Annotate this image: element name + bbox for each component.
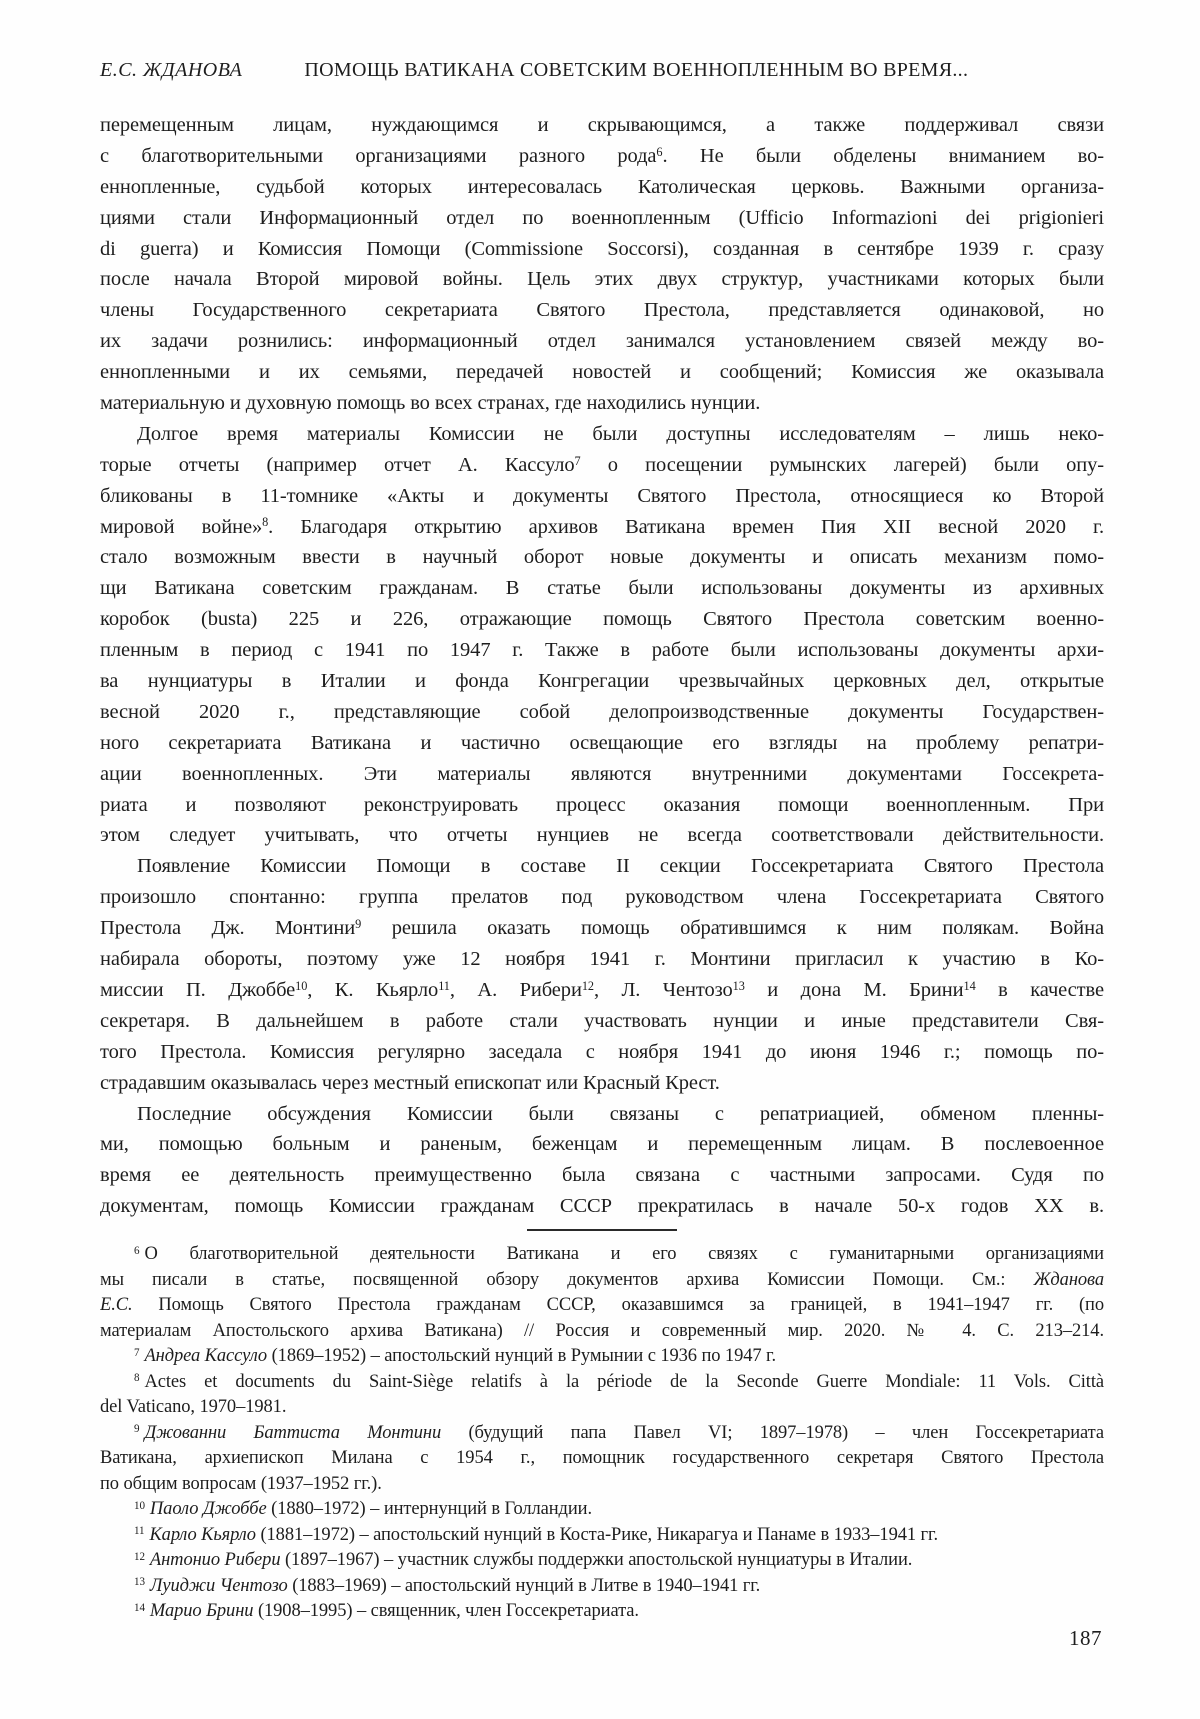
- body-line: [100, 295, 1104, 326]
- text-run: (будущий папа Павел VI; 1897–1978) – член Госсекретариата: [441, 1422, 1104, 1443]
- footnote-line: [100, 1523, 1104, 1549]
- body-line: [100, 975, 1104, 1006]
- body-line: [100, 1160, 1104, 1191]
- footnote-reference-mark: 14: [963, 978, 976, 993]
- text-run: (1869–1952) – апостольский нунций в Румынии с 1936 по 1947 г.: [267, 1346, 776, 1367]
- text-run: (1908–1995) – священник, член Госсекретариата.: [253, 1601, 639, 1622]
- footnote: [100, 1370, 1104, 1421]
- body-line: [100, 882, 1104, 913]
- body-line: [100, 234, 1104, 265]
- footnote-line: [100, 1574, 1104, 1600]
- text-run: Появление Комиссии Помощи в составе II секции Госсекретариата Святого Престола: [137, 855, 1104, 878]
- body-line: [100, 851, 1104, 882]
- body-line: [100, 357, 1104, 388]
- italic-text-run: Джованни Баттиста Монтини: [144, 1422, 442, 1443]
- text-run: мировой войне»: [100, 515, 263, 538]
- footnote-reference-mark: 12: [134, 1550, 145, 1563]
- text-run: торые отчеты (например отчет А. Кассуло: [100, 453, 575, 476]
- text-run: (1880–1972) – интернунций в Голландии.: [266, 1499, 592, 1520]
- text-run: время ее деятельность преимущественно была связана с частными запросами. Судя по: [100, 1164, 1104, 1187]
- footnote-reference-mark: 10: [295, 978, 308, 993]
- footnote-reference-mark: 8: [262, 515, 269, 530]
- body-line: [100, 481, 1104, 512]
- text-run: весной 2020 г., представляющие собой делопроизводственные документы Государствен-: [100, 700, 1104, 723]
- text-run: ва нунциатуры в Италии и фонда Конгрегации чрезвычайных церковных дел, открытые: [100, 670, 1104, 693]
- text-run: этом следует учитывать, что отчеты нунциев не всегда соответствовали действительности.: [100, 824, 1104, 847]
- body-paragraph: [100, 851, 1104, 1098]
- footnote: [100, 1548, 1104, 1574]
- text-run: коробок (busta) 225 и 226, отражающие помощь Святого Престола советским военно-: [100, 608, 1104, 631]
- text-run: пленным в период с 1941 по 1947 г. Также в работе были использованы документы архи-: [100, 639, 1104, 662]
- footnote-line: [100, 1548, 1104, 1574]
- footnote: [100, 1497, 1104, 1523]
- footnote-reference-mark: 10: [134, 1499, 145, 1512]
- text-run: ации военнопленных. Эти материалы являются внутренними документами Госсекрета-: [100, 762, 1104, 785]
- text-run: (1881–1972) – апостольский нунций в Коста-Рике, Никарагуа и Панаме в 1933–1941 гг.: [255, 1524, 938, 1545]
- footnote-line: [100, 1242, 1104, 1268]
- text-run: циями стали Информационный отдел по военнопленным (Ufficio Informazioni dei prigionieri: [100, 206, 1104, 229]
- footnote-reference-mark: 6: [134, 1244, 140, 1257]
- italic-text-run: Антонио Рибери: [149, 1550, 281, 1571]
- body-line: [100, 728, 1104, 759]
- footnote: [100, 1599, 1104, 1625]
- body-line: [100, 141, 1104, 172]
- text-run: риата и позволяют реконструировать процесс оказания помощи военнопленным. При: [100, 793, 1104, 816]
- body-line: [100, 264, 1104, 295]
- italic-text-run: Луиджи Чентозо: [149, 1575, 288, 1596]
- text-run: в качестве: [975, 978, 1104, 1001]
- footnote-line: [100, 1268, 1104, 1294]
- text-run: Ватикана, архиепископ Милана с 1954 г., помощник государственного секретаря Святого Престола: [100, 1448, 1104, 1469]
- text-run: стало возможным ввести в научный оборот новые документы и описать механизм помо-: [100, 546, 1104, 569]
- body-line: [100, 542, 1104, 573]
- text-run: di guerra) и Комиссия Помощи (Commissione Soccorsi), созданная в сентябре 1939 г. сразу: [100, 237, 1104, 260]
- footnote-line: [100, 1472, 1104, 1498]
- text-run: Престола Дж. Монтини: [100, 917, 356, 940]
- body-line: [100, 790, 1104, 821]
- footnote-line: [100, 1370, 1104, 1396]
- body-paragraph: [100, 1099, 1104, 1223]
- text-run: набирала обороты, поэтому уже 12 ноября 1941 г. Монтини пригласил к участию в Ко-: [100, 948, 1104, 971]
- text-run: Помощь Святого Престола гражданам СССР, оказавшимся за границей, в 1941–1947 гг. (по: [132, 1295, 1104, 1316]
- footnote-reference-mark: 12: [581, 978, 594, 993]
- body-line: [100, 110, 1104, 141]
- page-number: 187: [1069, 1626, 1102, 1650]
- footnote-reference-mark: 13: [134, 1576, 145, 1589]
- footnote-line: [100, 1344, 1104, 1370]
- text-run: щи Ватикана советским гражданам. В статье были использованы документы из архивных: [100, 577, 1104, 600]
- text-run: решила оказать помощь обратившимся к ним полякам. Война: [361, 917, 1104, 940]
- text-run: бликованы в 11-томнике «Акты и документы Святого Престола, относящиеся ко Второй: [100, 484, 1104, 507]
- body-line: [100, 666, 1104, 697]
- body-paragraph: [100, 110, 1104, 419]
- text-run: (1897–1967) – участник службы поддержки апостольской нунциатуры в Италии.: [280, 1550, 913, 1571]
- body-line: [100, 450, 1104, 481]
- footnote-line: [100, 1446, 1104, 1472]
- text-run: Долгое время материалы Комиссии не были доступны исследователям – лишь неко-: [137, 422, 1104, 445]
- italic-text-run: Андреа Кассуло: [144, 1346, 268, 1367]
- text-run: Последние обсуждения Комиссии были связаны с репатриацией, обменом пленны-: [137, 1102, 1104, 1125]
- footnote-line: [100, 1421, 1104, 1447]
- body-line: [100, 635, 1104, 666]
- body-line: [100, 697, 1104, 728]
- text-run: по общим вопросам (1937–1952 гг.).: [100, 1473, 382, 1494]
- footnote-separator: [527, 1229, 677, 1231]
- italic-text-run: Карло Кьярло: [149, 1524, 256, 1545]
- text-run: произошло спонтанно: группа прелатов под руководством члена Госсекретариата Святого: [100, 886, 1104, 909]
- text-run: . Не были обделены вниманием во-: [662, 144, 1104, 167]
- footnote: [100, 1574, 1104, 1600]
- text-run: секретаря. В дальнейшем в работе стали участвовать нунции и иные представители Свя-: [100, 1009, 1104, 1032]
- text-run: того Престола. Комиссия регулярно заседала с ноября 1941 до июня 1946 г.; помощь по-: [100, 1040, 1104, 1063]
- footnote-line: [100, 1319, 1104, 1345]
- footnote-line: [100, 1293, 1104, 1319]
- text-run: , А. Рибери: [449, 978, 582, 1001]
- footnote-reference-mark: 6: [656, 144, 663, 159]
- footnote-line: [100, 1395, 1104, 1421]
- body-line: [100, 573, 1104, 604]
- body-paragraph: [100, 419, 1104, 851]
- body-line: [100, 1099, 1104, 1130]
- footnotes: [100, 1242, 1104, 1625]
- text-run: члены Государственного секретариата Святого Престола, представляется одинаковой, но: [100, 299, 1104, 322]
- body-line: [100, 1129, 1104, 1160]
- text-run: о посещении румынских лагерей) были опу-: [580, 453, 1104, 476]
- text-run: материалам Апостольского архива Ватикана) // Россия и современный мир. 2020. № 4. С. 213–214.: [100, 1320, 1104, 1341]
- italic-text-run: Паоло Джоббе: [149, 1499, 267, 1520]
- header-running-title: ПОМОЩЬ ВАТИКАНА СОВЕТСКИМ ВОЕННОПЛЕННЫМ ВО ВРЕМЯ...: [304, 59, 969, 81]
- footnote-reference-mark: 11: [438, 978, 450, 993]
- body-line: [100, 604, 1104, 635]
- header-author: Е.С. ЖДАНОВА: [100, 59, 243, 81]
- text-run: мы писали в статье, посвященной обзору документов архива Комиссии Помощи. См.:: [100, 1269, 1034, 1290]
- footnote-reference-mark: 9: [134, 1423, 140, 1436]
- body-line: [100, 1037, 1104, 1068]
- footnote-reference-mark: 7: [134, 1346, 140, 1359]
- body-line: [100, 512, 1104, 543]
- footnote-reference-mark: 13: [732, 978, 745, 993]
- text-run: О благотворительной деятельности Ватикана и его связях с гуманитарными организациями: [144, 1244, 1104, 1265]
- body-line: [100, 388, 1104, 419]
- body-line: [100, 1006, 1104, 1037]
- body-line: [100, 820, 1104, 851]
- footnote: [100, 1421, 1104, 1498]
- text-run: еннопленные, судьбой которых интересовалась Католическая церковь. Важными организа-: [100, 175, 1104, 198]
- italic-text-run: Жданова: [1033, 1269, 1104, 1290]
- footnote-reference-mark: 9: [355, 917, 362, 932]
- footnote-reference-mark: 7: [574, 453, 581, 468]
- body-line: [100, 913, 1104, 944]
- text-run: с благотворительными организациями разного рода: [100, 144, 657, 167]
- body-line: [100, 1191, 1104, 1222]
- text-run: материальную и духовную помощь во всех странах, где находились нунции.: [100, 392, 761, 415]
- text-run: ного секретариата Ватикана и частично освещающие его взгляды на проблему репатри-: [100, 731, 1104, 754]
- italic-text-run: Марио Брини: [149, 1601, 254, 1622]
- footnote-line: [100, 1497, 1104, 1523]
- italic-text-run: Е.С.: [100, 1295, 133, 1316]
- running-header: [100, 56, 1104, 84]
- text-run: страдавшим оказывалась через местный епископат или Красный Крест.: [100, 1071, 720, 1094]
- body-line: [100, 172, 1104, 203]
- footnote: [100, 1344, 1104, 1370]
- text-run: еннопленными и их семьями, передачей новостей и сообщений; Комиссия же оказывала: [100, 361, 1104, 384]
- footnote: [100, 1242, 1104, 1344]
- text-run: . Благодаря открытию архивов Ватикана времен Пия XII весной 2020 г.: [268, 515, 1104, 538]
- text-run: del Vaticano, 1970–1981.: [100, 1397, 287, 1418]
- body-line: [100, 203, 1104, 234]
- footnote-reference-mark: 14: [134, 1601, 145, 1614]
- text-run: (1883–1969) – апостольский нунций в Литве в 1940–1941 гг.: [287, 1575, 761, 1596]
- text-run: , К. Кьярло: [307, 978, 439, 1001]
- footnote-reference-mark: 8: [134, 1372, 140, 1385]
- text-run: перемещенным лицам, нуждающимся и скрывающимся, а также поддерживал связи: [100, 114, 1104, 136]
- footnote: [100, 1523, 1104, 1549]
- body-line: [100, 759, 1104, 790]
- text-run: , Л. Чентозо: [593, 978, 733, 1001]
- text-run: и дона М. Брини: [744, 978, 964, 1001]
- body-text: [100, 110, 1104, 1222]
- body-line: [100, 944, 1104, 975]
- text-run: ми, помощью больным и раненым, беженцам и перемещенным лицам. В послевоенное: [100, 1133, 1104, 1156]
- body-line: [100, 326, 1104, 357]
- text-run: миссии П. Джоббе: [100, 978, 296, 1001]
- body-line: [100, 419, 1104, 450]
- text-run: их задачи рознились: информационный отдел занимался установлением связей между во-: [100, 330, 1104, 353]
- text-run: после начала Второй мировой войны. Цель этих двух структур, участниками которых были: [100, 268, 1104, 291]
- text-run: Actes et documents du Saint-Siège relatifs à la période de la Seconde Guerre Mondiale: 11 Vols. Città: [144, 1371, 1104, 1392]
- footnote-reference-mark: 11: [134, 1525, 145, 1538]
- body-line: [100, 1068, 1104, 1099]
- footnote-line: [100, 1599, 1104, 1625]
- text-run: документам, помощь Комиссии гражданам СССР прекратилась в начале 50-х годов XX в.: [100, 1195, 1104, 1218]
